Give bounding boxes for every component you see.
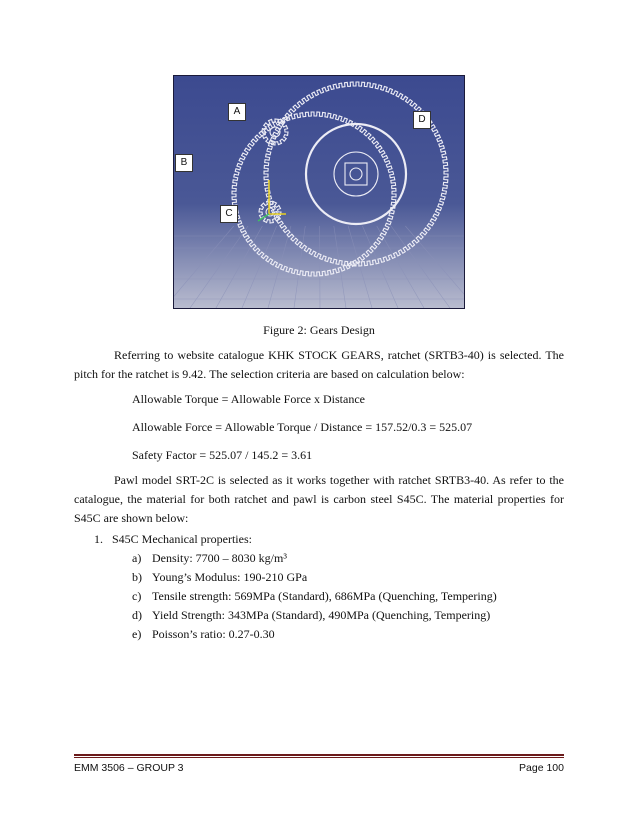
- list-number: 1.: [94, 532, 103, 546]
- gears-design-figure: [173, 75, 465, 309]
- list-item: [132, 570, 307, 585]
- list-title: S45C Mechanical properties:: [112, 532, 252, 546]
- list-item-text: Density: 7700 – 8030 kg/m³: [152, 551, 287, 565]
- properties-list-heading: [94, 532, 252, 547]
- list-item-label: d): [132, 608, 142, 622]
- equation-safety-factor: Safety Factor = 525.07 / 145.2 = 3.61: [132, 448, 313, 462]
- list-item-label: e): [132, 627, 142, 641]
- list-item: [132, 608, 490, 623]
- paragraph-ratchet: Referring to website catalogue KHK STOCK GEARS, ratchet (SRTB3-40) is selected. The pitch for the ratchet is 9.42. The selection criteria are based on calculation below:: [74, 348, 564, 381]
- list-item-label: a): [132, 551, 142, 565]
- list-item-text: Yield Strength: 343MPa (Standard), 490MPa (Quenching, Tempering): [152, 608, 491, 622]
- footer-rule: [74, 754, 564, 756]
- list-item-label: b): [132, 570, 142, 584]
- paragraph-pawl: Pawl model SRT-2C is selected as it works together with ratchet SRTB3-40. As refer to the catalogue, the material for both ratchet and pawl is carbon steel S45C. The material properties for S45C are shown below:: [74, 473, 564, 525]
- list-item-label: c): [132, 589, 142, 603]
- list-item-text: Tensile strength: 569MPa (Standard), 686MPa (Quenching, Tempering): [152, 589, 497, 603]
- label-a: A: [228, 103, 246, 121]
- footer-rule-thin: [74, 757, 564, 758]
- label-c: C: [220, 205, 238, 223]
- list-item: [132, 551, 287, 566]
- footer-page-number: Page 100: [519, 762, 564, 774]
- label-b: B: [175, 154, 193, 172]
- list-item: [132, 589, 497, 604]
- list-item-text: Poisson’s ratio: 0.27-0.30: [152, 627, 275, 641]
- figure-caption: Figure 2: Gears Design: [263, 323, 375, 337]
- footer-course: EMM 3506 – GROUP 3: [74, 762, 184, 774]
- label-d: D: [413, 111, 431, 129]
- list-item: [132, 627, 275, 642]
- equation-torque: Allowable Torque = Allowable Force x Distance: [132, 392, 365, 406]
- list-item-text: Young’s Modulus: 190-210 GPa: [152, 570, 308, 584]
- equation-force: Allowable Force = Allowable Torque / Distance = 157.52/0.3 = 525.07: [132, 420, 473, 434]
